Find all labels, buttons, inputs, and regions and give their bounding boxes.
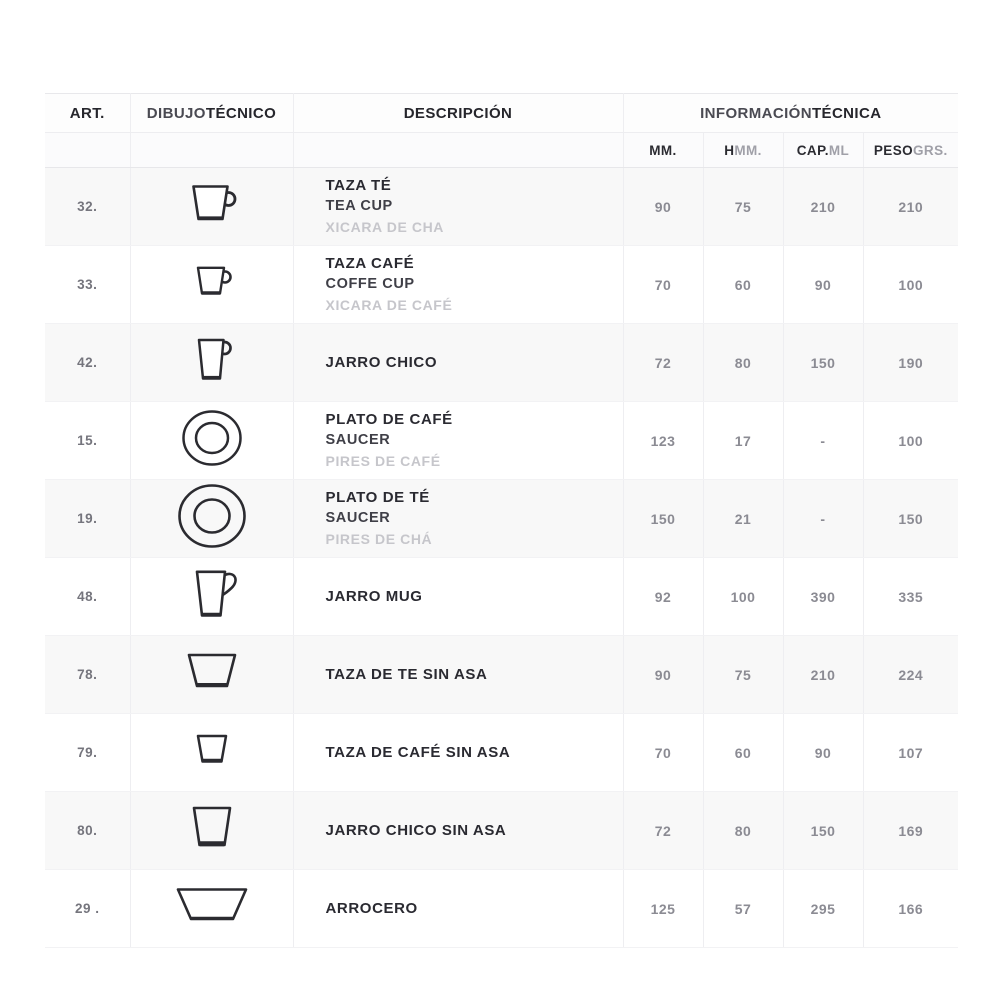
tea-cup-no-handle-icon xyxy=(184,652,240,692)
hmm-value: 75 xyxy=(734,198,752,215)
article-cell xyxy=(45,870,130,948)
hmm-value-cell xyxy=(703,402,783,480)
tea-cup-icon xyxy=(185,183,239,225)
article-number: 19. xyxy=(77,511,98,526)
peso-grs-value: 210 xyxy=(898,198,924,215)
cap-ml-value-cell xyxy=(783,636,863,714)
article-cell xyxy=(45,402,130,480)
description-cell xyxy=(293,870,623,948)
peso-grs-value: 224 xyxy=(898,666,924,683)
mm-value-cell xyxy=(623,480,703,558)
cap-ml-value: 390 xyxy=(810,588,836,605)
technical-drawing-cell xyxy=(130,870,293,948)
product-table xyxy=(45,93,958,948)
technical-drawing-cell xyxy=(130,324,293,402)
mm-value-cell xyxy=(623,870,703,948)
subheader-empty-descripcion xyxy=(293,133,623,168)
mug-icon xyxy=(186,569,238,619)
description-block xyxy=(326,409,623,472)
bowl-icon xyxy=(174,886,250,926)
peso-grs-value-cell xyxy=(863,480,958,558)
cap-ml-value: 90 xyxy=(814,744,832,761)
tea-saucer-icon xyxy=(176,482,248,550)
description-block xyxy=(326,253,623,316)
cap-ml-value: - xyxy=(820,510,826,527)
mm-value-cell xyxy=(623,246,703,324)
description-line: SAUCER xyxy=(325,510,391,526)
table-header xyxy=(45,94,958,168)
description-block xyxy=(326,820,623,841)
article-number: 32. xyxy=(77,199,98,214)
hmm-value-cell xyxy=(703,246,783,324)
description-block xyxy=(326,898,623,919)
cap-ml-value: 210 xyxy=(810,666,836,683)
article-cell xyxy=(45,792,130,870)
cap-ml-value: - xyxy=(820,432,826,449)
description-line: JARRO CHICO SIN ASA xyxy=(325,822,507,839)
technical-drawing-cell xyxy=(130,636,293,714)
description-block xyxy=(326,175,623,238)
peso-grs-value: 100 xyxy=(898,276,924,293)
description-block xyxy=(326,586,623,607)
description-line: COFFE CUP xyxy=(325,276,415,292)
description-line: PLATO DE TÉ xyxy=(325,489,430,506)
header-row-sub xyxy=(45,133,958,168)
table-row xyxy=(45,558,958,636)
article-number: 80. xyxy=(77,823,98,838)
grs-label-suffix: GRS. xyxy=(913,142,948,158)
catalog-page xyxy=(45,93,958,948)
peso-label: PESO xyxy=(873,142,914,158)
article-cell xyxy=(45,324,130,402)
hmm-value: 60 xyxy=(734,744,752,761)
peso-grs-value: 166 xyxy=(898,900,924,917)
description-line: XICARA DE CHA xyxy=(325,219,445,235)
informacion-header-label: INFORMACIÓN xyxy=(700,104,812,122)
peso-grs-value-cell xyxy=(863,168,958,246)
hmm-value-cell xyxy=(703,714,783,792)
cap-ml-value: 90 xyxy=(814,276,832,293)
hmm-value: 80 xyxy=(734,354,752,371)
tecnico-header-label: TÉCNICO xyxy=(205,104,277,122)
article-number: 42. xyxy=(77,355,98,370)
hmm-value: 60 xyxy=(734,276,752,293)
description-block xyxy=(326,664,623,685)
mm-value: 70 xyxy=(654,744,672,761)
hmm-value: 17 xyxy=(734,432,752,449)
technical-drawing-cell xyxy=(130,480,293,558)
cap-ml-value-cell xyxy=(783,402,863,480)
peso-grs-value: 150 xyxy=(898,510,924,527)
peso-grs-value-cell xyxy=(863,324,958,402)
mm-value-cell xyxy=(623,168,703,246)
peso-grs-value-cell xyxy=(863,870,958,948)
hmm-label-suffix: MM. xyxy=(734,142,762,158)
description-line: ARROCERO xyxy=(325,900,418,917)
hmm-value-cell xyxy=(703,870,783,948)
description-cell xyxy=(293,792,623,870)
mm-value: 72 xyxy=(654,822,672,839)
description-line: TAZA CAFÉ xyxy=(325,255,415,272)
column-header-informacion-tecnica xyxy=(623,94,958,133)
table-row xyxy=(45,246,958,324)
header-row-main xyxy=(45,94,958,133)
hmm-value-cell xyxy=(703,324,783,402)
peso-grs-value-cell xyxy=(863,714,958,792)
peso-grs-value-cell xyxy=(863,402,958,480)
description-line: TAZA DE TE SIN ASA xyxy=(325,666,488,683)
article-cell xyxy=(45,558,130,636)
mm-value: 72 xyxy=(654,354,672,371)
mm-value-cell xyxy=(623,558,703,636)
column-header-art xyxy=(45,94,130,133)
cap-ml-value-cell xyxy=(783,480,863,558)
coffee-saucer-icon xyxy=(180,408,244,468)
cap-ml-value-cell xyxy=(783,168,863,246)
description-line: TAZA TÉ xyxy=(325,177,392,194)
description-cell xyxy=(293,714,623,792)
mm-value: 70 xyxy=(654,276,672,293)
cap-ml-value: 210 xyxy=(810,198,836,215)
description-cell xyxy=(293,636,623,714)
table-row xyxy=(45,480,958,558)
mm-value-cell xyxy=(623,636,703,714)
description-block xyxy=(326,487,623,550)
mm-value: 123 xyxy=(650,432,676,449)
hmm-value-cell xyxy=(703,792,783,870)
table-row xyxy=(45,402,958,480)
peso-grs-value: 335 xyxy=(898,588,924,605)
subheader-hmm xyxy=(703,133,783,168)
description-line: JARRO MUG xyxy=(325,588,423,605)
peso-grs-value: 100 xyxy=(898,432,924,449)
article-number: 78. xyxy=(77,667,98,682)
hmm-value: 100 xyxy=(730,588,756,605)
article-number: 15. xyxy=(77,433,98,448)
table-row xyxy=(45,870,958,948)
description-block xyxy=(326,742,623,763)
cap-ml-value: 150 xyxy=(810,822,836,839)
hmm-value-cell xyxy=(703,636,783,714)
article-number: 79. xyxy=(77,745,98,760)
description-line: PIRES DE CAFÉ xyxy=(325,453,441,469)
descripcion-header-label: DESCRIPCIÓN xyxy=(403,104,513,122)
technical-drawing-cell xyxy=(130,558,293,636)
description-line: TEA CUP xyxy=(325,198,393,214)
hmm-value: 80 xyxy=(734,822,752,839)
technical-drawing-cell xyxy=(130,402,293,480)
mm-value-cell xyxy=(623,714,703,792)
description-cell xyxy=(293,324,623,402)
cap-ml-value-cell xyxy=(783,870,863,948)
mm-value: 92 xyxy=(654,588,672,605)
cap-ml-value-cell xyxy=(783,792,863,870)
article-cell xyxy=(45,636,130,714)
column-header-dibujo-tecnico xyxy=(130,94,293,133)
peso-grs-value: 107 xyxy=(898,744,924,761)
tecnica-header-label: TÉCNICA xyxy=(811,104,882,122)
technical-drawing-cell xyxy=(130,168,293,246)
description-line: TAZA DE CAFÉ SIN ASA xyxy=(325,744,511,761)
column-header-descripcion xyxy=(293,94,623,133)
cap-ml-value: 150 xyxy=(810,354,836,371)
mm-value: 90 xyxy=(654,666,672,683)
hmm-value: 75 xyxy=(734,666,752,683)
table-body xyxy=(45,168,958,948)
peso-grs-value-cell xyxy=(863,558,958,636)
table-row xyxy=(45,714,958,792)
description-cell xyxy=(293,168,623,246)
description-cell xyxy=(293,246,623,324)
description-line: PLATO DE CAFÉ xyxy=(325,411,453,428)
hmm-value-cell xyxy=(703,480,783,558)
peso-grs-value-cell xyxy=(863,636,958,714)
cap-ml-value: 295 xyxy=(810,900,836,917)
cap-ml-value-cell xyxy=(783,324,863,402)
coffee-cup-no-handle-icon xyxy=(194,733,230,767)
subheader-empty-art xyxy=(45,133,130,168)
mm-value-cell xyxy=(623,402,703,480)
cap-ml-value-cell xyxy=(783,246,863,324)
cap-ml-value-cell xyxy=(783,714,863,792)
description-cell xyxy=(293,402,623,480)
cap-label: CAP. xyxy=(796,142,829,158)
technical-drawing-cell xyxy=(130,714,293,792)
ml-label-suffix: ML xyxy=(828,142,850,158)
mm-value-cell xyxy=(623,792,703,870)
description-line: XICARA DE CAFÉ xyxy=(325,297,453,313)
article-number: 48. xyxy=(77,589,98,604)
hmm-value-cell xyxy=(703,558,783,636)
description-line: JARRO CHICO xyxy=(325,354,438,371)
hmm-value: 21 xyxy=(734,510,752,527)
dibujo-header-label: DIBUJO xyxy=(146,104,206,122)
description-cell xyxy=(293,558,623,636)
peso-grs-value-cell xyxy=(863,246,958,324)
table-row xyxy=(45,636,958,714)
cap-ml-value-cell xyxy=(783,558,863,636)
table-row xyxy=(45,168,958,246)
peso-grs-value: 190 xyxy=(898,354,924,371)
art-header-label: ART. xyxy=(69,104,105,122)
description-block xyxy=(326,352,623,373)
article-number: 33. xyxy=(77,277,98,292)
mm-value: 150 xyxy=(650,510,676,527)
peso-grs-value: 169 xyxy=(898,822,924,839)
description-line: PIRES DE CHÁ xyxy=(325,531,433,547)
table-row xyxy=(45,792,958,870)
hmm-value-cell xyxy=(703,168,783,246)
mm-label: MM. xyxy=(649,142,677,158)
description-cell xyxy=(293,480,623,558)
subheader-empty-dibujo xyxy=(130,133,293,168)
technical-drawing-cell xyxy=(130,246,293,324)
subheader-mm xyxy=(623,133,703,168)
h-label: H xyxy=(724,142,735,158)
article-cell xyxy=(45,168,130,246)
mm-value: 125 xyxy=(650,900,676,917)
article-cell xyxy=(45,246,130,324)
small-jug-no-handle-icon xyxy=(189,805,235,851)
mm-value: 90 xyxy=(654,198,672,215)
description-line: SAUCER xyxy=(325,432,391,448)
mm-value-cell xyxy=(623,324,703,402)
coffee-cup-icon xyxy=(191,265,233,299)
hmm-value: 57 xyxy=(734,900,752,917)
subheader-peso-grs xyxy=(863,133,958,168)
article-number: 29 . xyxy=(74,901,100,916)
technical-drawing-cell xyxy=(130,792,293,870)
subheader-cap-ml xyxy=(783,133,863,168)
article-cell xyxy=(45,714,130,792)
small-jug-icon xyxy=(190,337,234,383)
table-row xyxy=(45,324,958,402)
peso-grs-value-cell xyxy=(863,792,958,870)
article-cell xyxy=(45,480,130,558)
